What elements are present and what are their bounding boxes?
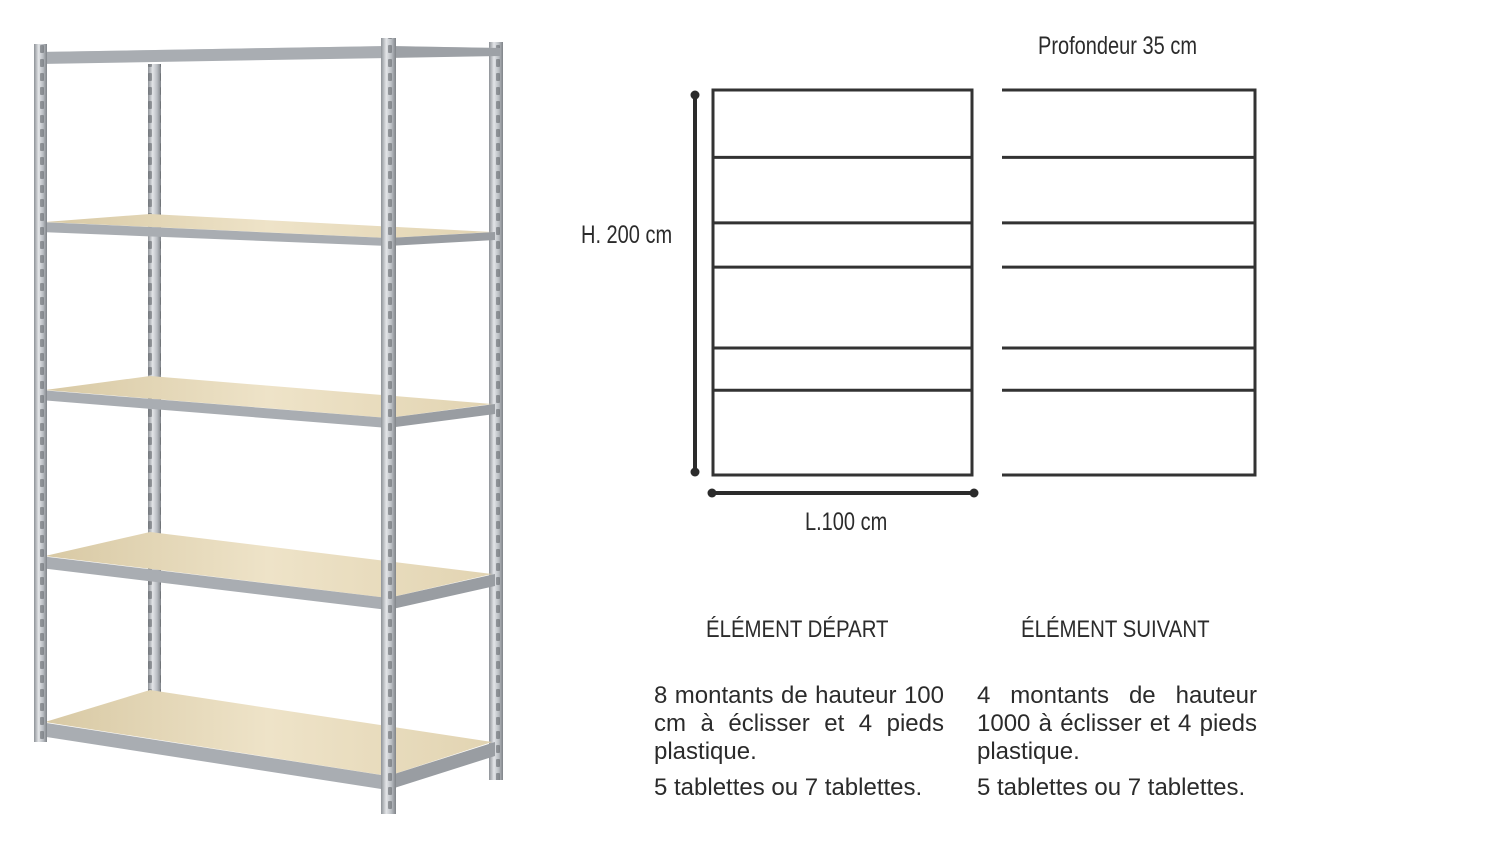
height-dimension-line (691, 91, 700, 477)
start-element-description (654, 682, 944, 802)
next-element-diagram (1002, 90, 1255, 475)
depth-label: Profondeur 35 cm (1038, 32, 1197, 60)
height-label: H. 200 cm (581, 221, 673, 249)
next-element-description (977, 682, 1257, 802)
next-element-title: ÉLÉMENT SUIVANT (1021, 616, 1210, 643)
next-element-frame (1002, 90, 1255, 475)
next-element-components: 4 montants de hauteur 1000 à éclisser et 4 pieds plastique. (977, 682, 1257, 765)
next-element-shelves: 5 tablettes ou 7 tablettes. (977, 774, 1246, 801)
start-element-shelves: 5 tablettes ou 7 tablettes. (654, 774, 923, 801)
width-label: L.100 cm (805, 508, 888, 536)
start-element-title: ÉLÉMENT DÉPART (706, 616, 889, 643)
width-dimension-line (708, 489, 979, 498)
start-element-diagram (713, 90, 972, 475)
start-element-frame (713, 90, 972, 475)
start-element-components: 8 montants de hauteur 100 cm à éclisser et 4 pieds plastique. (654, 682, 944, 765)
